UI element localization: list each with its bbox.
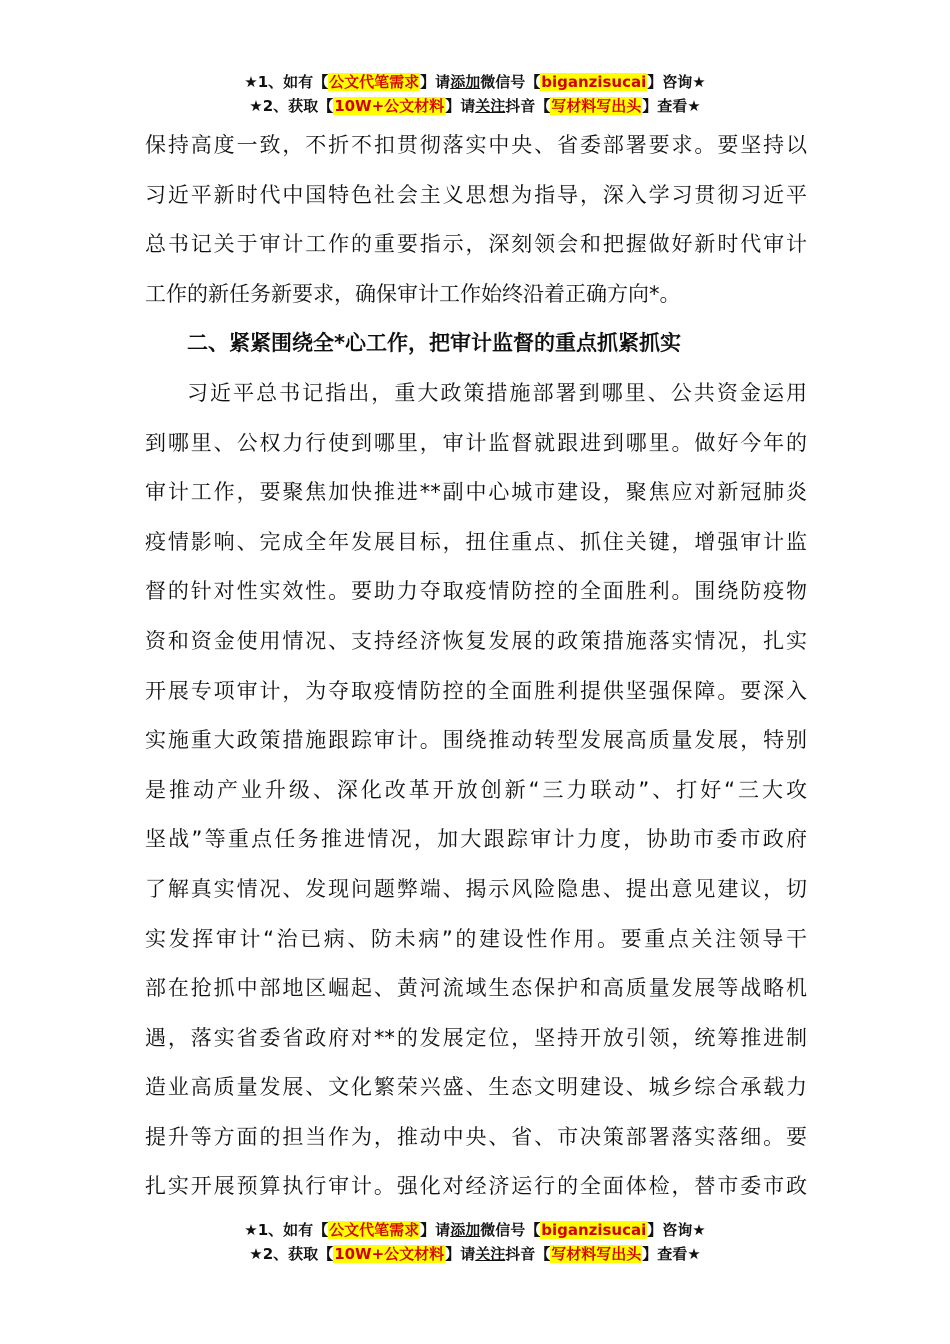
promo-highlight: 写材料写出头 <box>551 97 642 115</box>
body-line: 疫情影响、完成全年发展目标，扭住重点、抓住关键，增强审计监 <box>145 529 807 554</box>
body-line: 了解真实情况、发现问题弊端、揭示风险隐患、提出意见建议，切 <box>145 876 807 901</box>
promo-underline: 添加 <box>450 1221 481 1239</box>
promo-banner-top <box>0 70 950 118</box>
promo-text: 】查看★ <box>642 97 701 115</box>
promo-highlight: 公文代笔需求 <box>329 73 420 91</box>
promo-text: 】咨询★ <box>647 1221 706 1239</box>
promo-text: 微信号【 <box>480 1221 541 1239</box>
promo-line-2 <box>0 1242 950 1266</box>
promo-banner-bottom <box>0 1218 950 1266</box>
promo-text: 】咨询★ <box>647 73 706 91</box>
promo-text: 】请 <box>420 73 451 91</box>
promo-text: 抖音【 <box>505 97 551 115</box>
promo-text: ★1、如有【 <box>244 1221 329 1239</box>
body-line: 督的针对性实效性。要助力夺取疫情防控的全面胜利。围绕防疫物 <box>145 579 807 604</box>
body-line: 习近平总书记指出，重大政策措施部署到哪里、公共资金运用 <box>187 380 807 405</box>
body-line: 开展专项审计，为夺取疫情防控的全面胜利提供坚强保障。要深入 <box>145 678 807 703</box>
body-line: 部在抢抓中部地区崛起、黄河流域生态保护和高质量发展等战略机 <box>145 976 807 1001</box>
promo-text: ★2、获取【 <box>249 97 334 115</box>
promo-line-2 <box>0 94 950 118</box>
promo-highlight: biganzisucai <box>541 1221 647 1239</box>
body-line: 造业高质量发展、文化繁荣兴盛、生态文明建设、城乡综合承载力 <box>145 1075 807 1100</box>
promo-text: 】请 <box>420 1221 451 1239</box>
promo-line-1 <box>0 70 950 94</box>
promo-highlight: 公文代笔需求 <box>329 1221 420 1239</box>
promo-text: ★1、如有【 <box>244 73 329 91</box>
section-heading: 二、紧紧围绕全*心工作，把审计监督的重点抓紧抓实 <box>187 331 681 356</box>
promo-text: 微信号【 <box>480 73 541 91</box>
body-line: 提升等方面的担当作为，推动中央、省、市决策部署落实落细。要 <box>145 1124 807 1149</box>
body-line: 审计工作，要聚焦加快推进**副中心城市建设，聚焦应对新冠肺炎 <box>145 480 807 505</box>
promo-highlight: biganzisucai <box>541 73 647 91</box>
body-line: 保持高度一致，不折不扣贯彻落实中央、省委部署要求。要坚持以 <box>145 133 807 157</box>
body-line: 资和资金使用情况、支持经济恢复发展的政策措施落实情况，扎实 <box>145 628 807 653</box>
body-line: 实施重大政策措施跟踪审计。围绕推动转型发展高质量发展，特别 <box>145 728 807 753</box>
promo-underline: 添加 <box>450 73 481 91</box>
promo-text: 】请 <box>445 1245 476 1263</box>
body-line: 是推动产业升级、深化改革开放创新“三力联动”、打好“三大攻 <box>145 777 807 802</box>
promo-highlight: 10W+公文材料 <box>334 97 445 115</box>
body-line: 到哪里、公权力行使到哪里，审计监督就跟进到哪里。做好今年的 <box>145 430 807 455</box>
body-line: 遇，落实省委省政府对**的发展定位，坚持开放引领，统筹推进制 <box>145 1025 807 1050</box>
promo-text: 】查看★ <box>642 1245 701 1263</box>
promo-text: 】请 <box>445 97 476 115</box>
body-line: 坚战”等重点任务推进情况，加大跟踪审计力度，协助市委市政府 <box>145 827 807 852</box>
body-line: 工作的新任务新要求，确保审计工作始终沿着正确方向*。 <box>145 281 681 306</box>
body-line: 总书记关于审计工作的重要指示，深刻领会和把握做好新时代审计 <box>145 232 807 257</box>
body-line: 习近平新时代中国特色社会主义思想为指导，深入学习贯彻习近平 <box>145 182 807 207</box>
promo-underline: 关注 <box>475 97 506 115</box>
body-line: 扎实开展预算执行审计。强化对经济运行的全面体检，替市委市政 <box>145 1174 807 1199</box>
body-line: 实发挥审计“治已病、防未病”的建设性作用。要重点关注领导干 <box>145 926 807 951</box>
promo-text: ★2、获取【 <box>249 1245 334 1263</box>
promo-highlight: 写材料写出头 <box>551 1245 642 1263</box>
promo-highlight: 10W+公文材料 <box>334 1245 445 1263</box>
promo-line-1 <box>0 1218 950 1242</box>
promo-text: 抖音【 <box>505 1245 551 1263</box>
promo-underline: 关注 <box>475 1245 506 1263</box>
document-body <box>145 121 807 1212</box>
